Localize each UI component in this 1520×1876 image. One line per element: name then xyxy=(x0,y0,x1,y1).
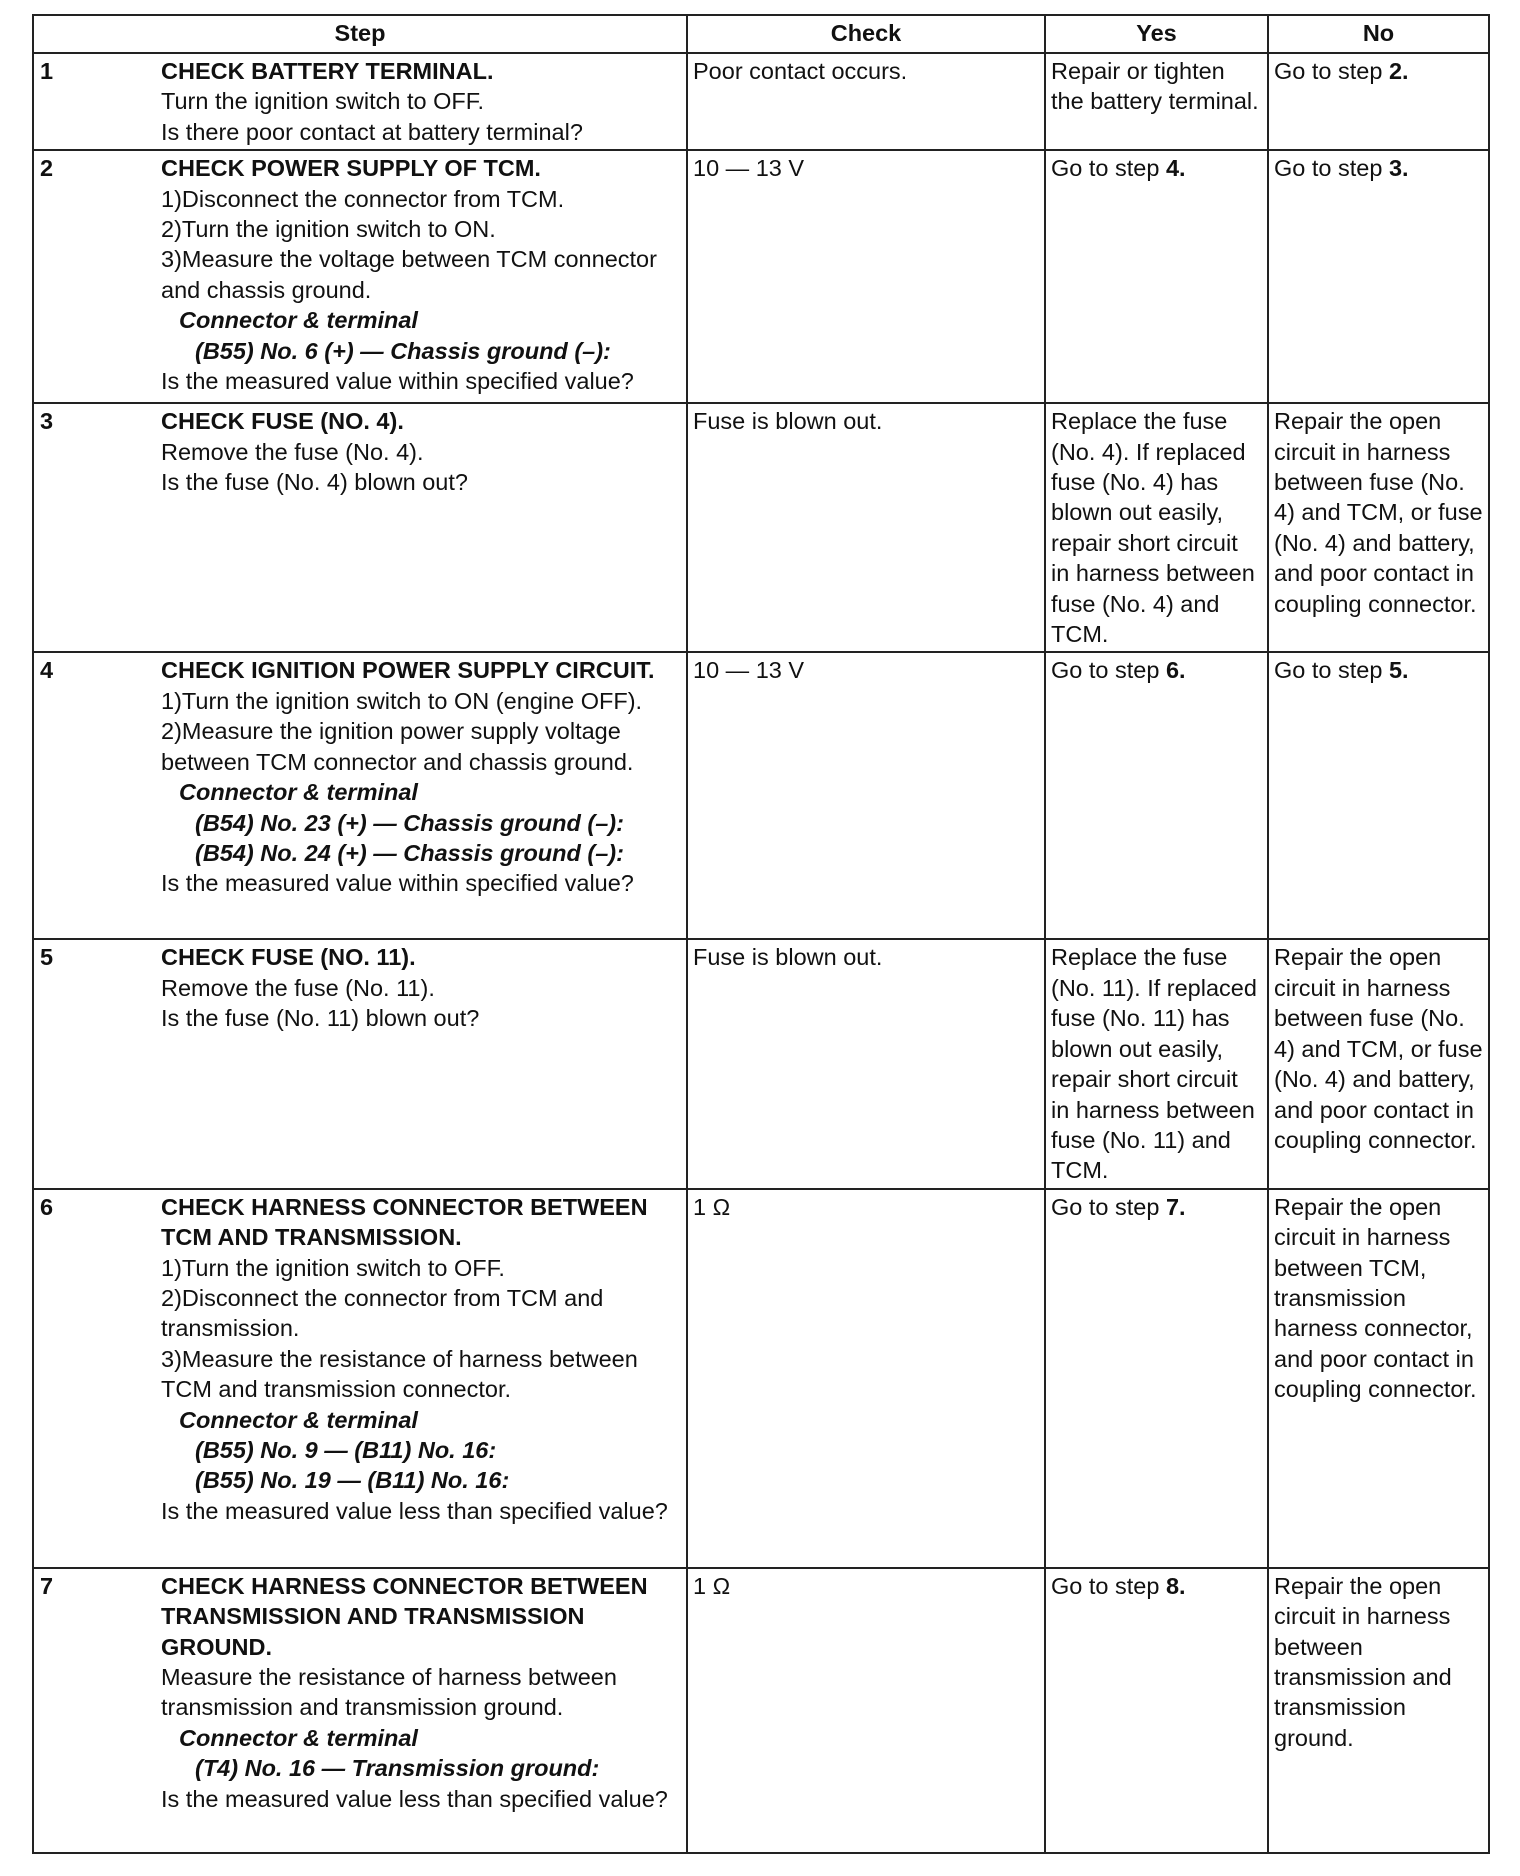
diagnostic-page xyxy=(32,14,1488,1854)
connector-terminal-line: (T4) No. 16 — Transmission ground: xyxy=(195,1755,600,1782)
step-title: CHECK FUSE (NO. 11). xyxy=(161,944,416,971)
connector-terminal-line: (B54) No. 24 (+) — Chassis ground (–): xyxy=(195,839,624,866)
yes-cell xyxy=(1045,150,1268,403)
step-text: 3)Measure the resistance of harness between TCM and transmission connector. xyxy=(161,1345,638,1403)
yes-step-ref: 7. xyxy=(1165,1193,1186,1220)
yes-prefix: Go to step xyxy=(1051,1572,1166,1599)
step-number: 4 xyxy=(40,657,54,684)
header-row xyxy=(33,15,1489,53)
yes-cell: Replace the fuse (No. 11). If replaced fuse (No. 11) has blown out easily, repair short circuit in harness between fuse (No. 11) and TCM. xyxy=(1045,939,1268,1188)
step-text: Is there poor contact at battery terminal? xyxy=(161,118,583,145)
step-text: Measure the resistance of harness between transmission and transmission ground. xyxy=(161,1663,617,1721)
table-row xyxy=(33,1568,1489,1853)
no-cell: Repair the open circuit in harness between fuse (No. 4) and TCM, or fuse (No. 4) and battery, and poor contact in coupling connector. xyxy=(1268,403,1489,652)
yes-cell xyxy=(1045,1189,1268,1568)
yes-cell xyxy=(1045,652,1268,939)
no-prefix: Go to step xyxy=(1274,155,1389,182)
step-number: 1 xyxy=(40,58,54,84)
connector-terminal-line: (B55) No. 19 — (B11) No. 16: xyxy=(195,1467,510,1494)
step-title: CHECK IGNITION POWER SUPPLY CIRCUIT. xyxy=(161,657,655,684)
no-step-ref: 3. xyxy=(1388,155,1409,182)
header-no: No xyxy=(1268,15,1489,53)
step-text: 3)Measure the voltage between TCM connector and chassis ground. xyxy=(161,246,657,303)
yes-step-ref: 4. xyxy=(1165,155,1186,182)
step-cell xyxy=(33,1568,687,1853)
connector-terminal-line: (B54) No. 23 (+) — Chassis ground (–): xyxy=(195,809,624,836)
step-number: 5 xyxy=(40,944,54,971)
step-number: 7 xyxy=(40,1572,54,1599)
step-number: 6 xyxy=(40,1193,54,1220)
check-cell: 1 Ω xyxy=(687,1189,1045,1568)
step-cell xyxy=(33,403,687,652)
step-title: CHECK POWER SUPPLY OF TCM. xyxy=(161,155,541,182)
step-text: 2)Turn the ignition switch to ON. xyxy=(161,216,496,243)
yes-prefix: Go to step xyxy=(1051,1193,1166,1220)
no-cell xyxy=(1268,150,1489,403)
diagnostic-table xyxy=(32,14,1490,1854)
step-text: 2)Disconnect the connector from TCM and transmission. xyxy=(161,1284,604,1342)
step-text: Is the fuse (No. 4) blown out? xyxy=(161,469,468,496)
no-prefix: Go to step xyxy=(1274,58,1389,84)
connector-terminal-label: Connector & terminal xyxy=(179,779,418,806)
check-cell: 1 Ω xyxy=(687,1568,1045,1853)
yes-step-ref: 6. xyxy=(1165,657,1186,684)
header-yes: Yes xyxy=(1045,15,1268,53)
step-title: CHECK HARNESS CONNECTOR BETWEEN TCM AND TRANSMISSION. xyxy=(161,1193,648,1251)
no-prefix: Go to step xyxy=(1274,657,1389,684)
table-row xyxy=(33,403,1489,652)
step-question: Is the measured value within specified value? xyxy=(161,870,634,897)
step-title: CHECK BATTERY TERMINAL. xyxy=(161,58,494,84)
connector-terminal-label: Connector & terminal xyxy=(179,1406,418,1433)
no-cell: Repair the open circuit in harness between transmission and transmission ground. xyxy=(1268,1568,1489,1853)
step-title: CHECK HARNESS CONNECTOR BETWEEN TRANSMISSION AND TRANSMISSION GROUND. xyxy=(161,1572,648,1660)
yes-prefix: Go to step xyxy=(1051,657,1166,684)
step-text: 1)Turn the ignition switch to ON (engine OFF). xyxy=(161,687,643,714)
step-number: 3 xyxy=(40,408,54,435)
no-cell xyxy=(1268,53,1489,150)
step-text: Remove the fuse (No. 4). xyxy=(161,438,424,465)
step-title: CHECK FUSE (NO. 4). xyxy=(161,408,404,435)
no-cell: Repair the open circuit in harness between TCM, transmission harness connector, and poor contact in coupling connector. xyxy=(1268,1189,1489,1568)
table-row xyxy=(33,53,1489,150)
yes-cell xyxy=(1045,1568,1268,1853)
connector-terminal-label: Connector & terminal xyxy=(179,1724,418,1751)
connector-terminal-label: Connector & terminal xyxy=(179,307,418,334)
check-cell: Fuse is blown out. xyxy=(687,939,1045,1188)
table-row xyxy=(33,1189,1489,1568)
step-question: Is the measured value less than specified value? xyxy=(161,1785,668,1812)
no-step-ref: 5. xyxy=(1388,657,1409,684)
yes-step-ref: 8. xyxy=(1165,1572,1186,1599)
table-row xyxy=(33,939,1489,1188)
step-cell xyxy=(33,150,687,403)
step-number: 2 xyxy=(40,155,54,182)
table-row xyxy=(33,150,1489,403)
step-question: Is the measured value within specified value? xyxy=(161,368,634,395)
table-row xyxy=(33,652,1489,939)
yes-prefix: Go to step xyxy=(1051,155,1166,182)
no-step-ref: 2. xyxy=(1388,58,1409,84)
header-check: Check xyxy=(687,15,1045,53)
no-cell: Repair the open circuit in harness between fuse (No. 4) and TCM, or fuse (No. 4) and battery, and poor contact in coupling connector. xyxy=(1268,939,1489,1188)
yes-cell: Replace the fuse (No. 4). If replaced fuse (No. 4) has blown out easily, repair short circuit in harness between fuse (No. 4) and TCM. xyxy=(1045,403,1268,652)
connector-terminal-line: (B55) No. 6 (+) — Chassis ground (–): xyxy=(195,337,611,364)
check-cell: Fuse is blown out. xyxy=(687,403,1045,652)
check-cell: 10 — 13 V xyxy=(687,652,1045,939)
step-question: Is the measured value less than specified value? xyxy=(161,1497,668,1524)
check-cell: Poor contact occurs. xyxy=(687,53,1045,150)
step-text: Remove the fuse (No. 11). xyxy=(161,974,435,1001)
header-step: Step xyxy=(33,15,687,53)
step-text: 2)Measure the ignition power supply voltage between TCM connector and chassis ground. xyxy=(161,718,634,775)
step-text: 1)Disconnect the connector from TCM. xyxy=(161,185,565,212)
step-cell xyxy=(33,939,687,1188)
check-cell: 10 — 13 V xyxy=(687,150,1045,403)
yes-cell: Repair or tighten the battery terminal. xyxy=(1045,53,1268,150)
step-text: Is the fuse (No. 11) blown out? xyxy=(161,1005,480,1032)
connector-terminal-line: (B55) No. 9 — (B11) No. 16: xyxy=(195,1436,497,1463)
step-cell xyxy=(33,53,687,150)
step-text: 1)Turn the ignition switch to OFF. xyxy=(161,1254,505,1281)
step-text: Turn the ignition switch to OFF. xyxy=(161,88,485,115)
no-cell xyxy=(1268,652,1489,939)
step-cell xyxy=(33,652,687,939)
step-cell xyxy=(33,1189,687,1568)
